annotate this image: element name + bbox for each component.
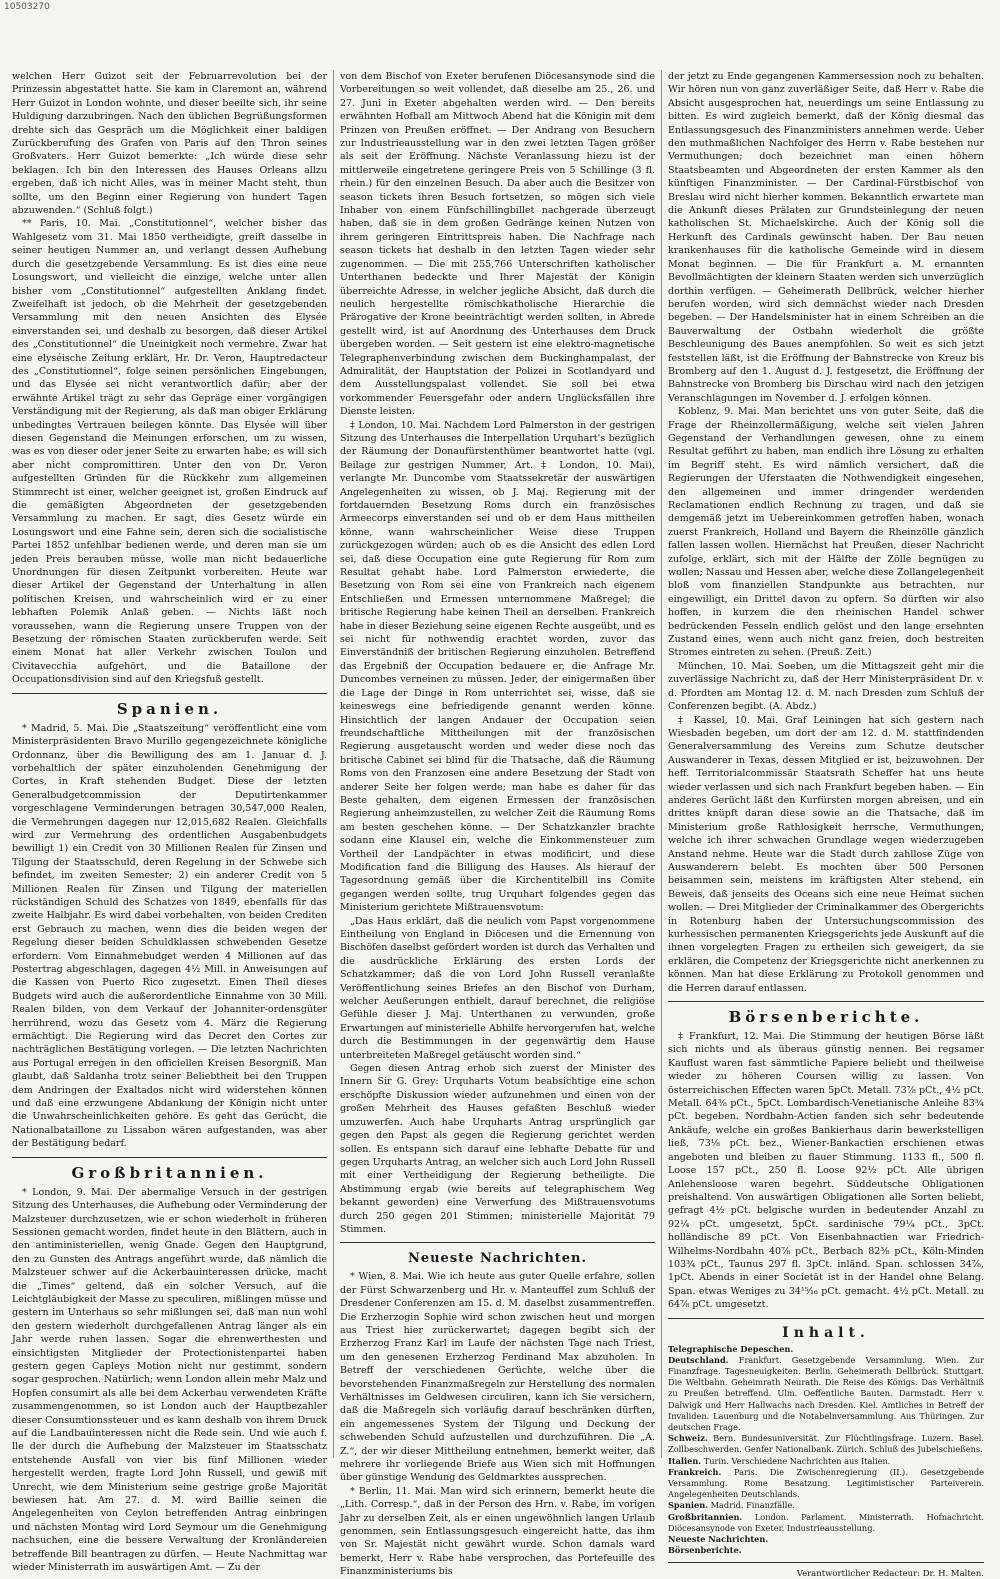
article-debate: Gegen diesen Antrag erhob sich zuerst der Minister des Innern Sir G. Grey: Urquharts Votum beabsichtige eine schon erschöpfte Diskussion wieder aufzunehmen und einen von der großen Mehrheit des Hauses gefaßten Beschluß wieder umzuwerfen. Auch habe Urquharts Antrag ursprünglich gar gegen den Papst als gegen die Regierung gerichtet werden sollen. Es entspann sich darauf eine lebhafte Debatte für und gegen Urquharts Antrag, an welcher sich auch Lord John Russell mit einer Vertheidigung der Regierung betheiligte. Die Abstimmung ergab (wie bereits auf telegraphischem Weg bekannt geworden) eine Verwerfung des Mißtrauensvotums durch 250 gegen 201 Stimmen; ministerielle Majorität 79 Stimmen. [340, 1063, 655, 1235]
article-london: * London, 9. Mai. Der abermalige Versuch in der gestrigen Sitzung des Unterhauses, die Aufhebung oder Verminderung der Malzsteuer durchzusetzen, wie er schon wiederholt in früheren Sessionen gemacht worden, findet heute in den Blättern, auch in den antiministeriellen, wenig Gnade. Gegen den Hauptgrund, den zu Gunsten des Antrags angeführt wurde, daß nämlich die Malzsteuer schwer auf die Ackerbauinteressen drücke, macht die „Times“ geltend, daß ein solcher Versuch, auf die Leichtgläubigkeit der Masse zu speculiren, mißlingen müsse und gestern im Unterhaus so sehr mißlungen sei, daß man nun wohl den gestern wiederholt durchgefallenen Antrag länger als ein Jahr werde ruhen lassen. Sogar die ehrenwerthesten und einsichtigsten Mitglieder der Protectionistenpartei haben gestern gegen Capleys Motion nicht nur gestimmt, sondern sogar gesprochen. Natürlich; wenn London allein mehr Malz und Hopfen consumirt als alle bei dem Ackerbau verwendeten Kräfte zusammengenommen, so ist London auch der Hauptbezahler dieser Consumtionssteuer und es kann deshalb von ihrem Druck auf die Landbauinteressen nicht die Rede sein. Und wie auch f. lle der durch die Aufhebung der Malzsteuer im Staatsschatz entstehende Ausfall von vier bis fünf Millionen wieder hergestellt werden, fragte Lord John Russell, und gewiß mit Unrecht, wie dem Ministerium seine gestrige große Majorität bewiesen hat. Am 27. d. M. wird Baillie seinen die Angelegenheiten von Ceylon betreffenden Antrag einbringen und nächsten Montag wird Lord Seymour um die Genehmigung nachsuchen, eine die bessere Verwaltung der Kronländereien betreffende Bill beantragen zu dürfen. — Heute Nachmittag war wieder Ministerrath im auswärtigen Amt. — Zu der [12, 1186, 327, 1574]
contents-item: Großbritannien. London. Parlament. Ministerrath. Hofnachricht. Diöcesansynode von Exeter. Industrieausstellung. [668, 1511, 984, 1533]
divider [668, 1318, 984, 1319]
article-munich: München, 10. Mai. Soeben, um die Mittagszeit geht mir die zuverlässige Nachricht zu, daß der Herr Ministerpräsident Dr. v. d. Pfordten am Montag 12. d. M. nach Dresden zum Schluß der Conferenzen begibt. (A. Abdz.) [668, 660, 984, 713]
divider [668, 1001, 984, 1002]
contents-item: Börsenberichte. [668, 1545, 742, 1556]
contents-item: Neueste Nachrichten. [668, 1534, 769, 1545]
article-vienna: * Wien, 8. Mai. Wie ich heute aus guter Quelle erfahre, sollen der Fürst Schwarzenberg und Hr. v. Manteuffel zum Schluß der Dresdener Conferenzen am 15. d. M. daselbst zusammentreffen. Die Erzherzogin Sophie wird schon zwischen heut und morgen aus Triest hier zurückerwartet; dagegen begibt sich der Erzherzog Franz Karl im Laufe der nächsten Tage nach Triest, um den genesenen Erzherzog Ferdinand Max abzuholen. In Betreff der verschiedenen Gerüchte, welche über die bevorstehenden Finanzmaßregeln zur Herstellung des normalen Verhältnisses im Geldwesen circuliren, kann ich Sie versichern, daß die Maßregeln sich vorläufig darauf beschränken dürften, ein angemessenes System der Tilgung und Deckung der schwebenden Schuld aufzustellen und durchzuführen. Die „A. Z.“, der wir dieser Mittheilung entnehmen, bemerkt weiter, daß mehrere ihr vorliegende Briefe aus Wien sich mit Hoffnungen über günstige Wendung des Geldmarktes aussprechen. [340, 1271, 655, 1484]
responsible-editor: Verantwortlicher Redacteur: Dr. H. Malten. [796, 1569, 984, 1579]
section-heading-latest-news: Neueste Nachrichten. [407, 1251, 588, 1267]
column-right [662, 70, 990, 1579]
article-paris: ** Paris, 10. Mai. „Constitutionnel“, welcher bisher das Wahlgesetz vom 31. Mai 1850 vertheidigte, greift dasselbe in seiner heutigen Nummer an, und verlangt dessen Aufhebung durch die gesetzgebende Versammlung. Es ist dies eine neue Losungswort, und vielleicht die einzige, welche unter allen bisher vom „Constitutionnel“ aufgestellten Anklang findet. Zweifelhaft ist jedoch, ob die Mehrheit der gesetzgebenden Versammlung mit den neuen Ansichten des Elysée einverstanden sei, und deshalb zu besorgen, daß dieser Artikel des „Constitutionnel“ die Uneinigkeit noch vermehre. Zwar hat eine elyséische Zeitung erklärt, Hr. Dr. Veron, Hauptredacteur des „Constitutionnel“, folge seinen persönlichen Eingebungen, und das Elysée sei nicht verantwortlich dafür; aber der erwähnte Artikel trägt zu sehr das Gepräge einer vorgängigen Verständigung mit der Regierung, als daß man obiger Erklärung unbedingtes Vertrauen beilegen könnte. Das Elysée will über diesen Gegenstand die Meinungen erforschen, um zu wissen, was es von dieser oder jener Seite zu erwarten habe; es will sich aber nicht compromittiren. Unter den von Dr. Veron aufgestellten Gründen für die Rückkehr zum allgemeinen Stimmrecht ist einer, welcher geeignet ist, großen Eindruck auf die gemäßigten Abgeordneten der gesetzgebenden Versammlung zu machen. Er sagt, dies Gesetz würde ein Losungswort und eine Fahne sein, deren sich die socialistische Partei 1852 unfehlbar bedienen werde, und deren man sie um jeden Preis berauben müsse, wolle man nicht bedauerliche Unordnungen für diesen Zeitpunkt vorbereiten. Heute war dieser Artikel der Gegenstand der Unterhaltung in allen politischen Kreisen, und wahrscheinlich wird er zu einer lebhaften Polemik Anlaß geben. — Nichts läßt noch voraussehen, wann die Regierung unsere Truppen von der Besetzung der römischen Staaten zurückberufen werde. Seit einem Monat hat aller Verkehr zwischen Toulon und Civitavecchia aufgehört, und die Bataillone der Occupationsdivision sind auf den Kriegsfuß gestellt. [12, 218, 327, 686]
article-paragraph: der jetzt zu Ende gegangenen Kammersession noch zu behalten. Wir hören nun von ganz zuverläßiger Seite, daß Herr v. Rabe die Absicht ausgesprochen hat, neuerdings um seine Entlassung zu bitten. Es wird zugleich bemerkt, daß der König diesmal das Entlassungsgesuch des Finanzministers annehmen werde. Ueber den muthmaßlichen Nachfolger des Herrn v. Rabe bestehen nur Vermuthungen; doch bezeichnet man einen höhern Staatsbeamten und Abgeordneten der ersten Kammer als den künftigen Finanzminister. — Der Cardinal-Fürstbischof von Breslau wird nicht hierher kommen. Bekanntlich erwartete man die Ankunft dieses Prälaten zur Grundsteinlegung der neuen katholischen St. Michaelskirche. Auch der König soll die Herkunft des Cardinals gewünscht haben. Der Bau neuen krankenhauses für die katholische Gemeinde wird in diesem Monat beginnen. — Die für Frankfurt a. M. ernannten Bevollmächtigten der kleinern Staaten werden sich unverzüglich dorthin verfügen. — Geheimerath Dellbrück, welcher hierher berufen worden, wird sich demnächst wieder nach Dresden begeben. — Der Handelsminister hat in einem Schreiben an die Bauverwaltung der Ostbahn wiederholt die größte Beschleunigung des Baues anempfohlen. So weit es sich jetzt feststellen läßt, ist die Eröffnung der Bahnstrecke von Kreuz bis Bromberg auf den 1. August d. J. festgesetzt, die Eröffnung der Bahnstrecke von Bromberg bis Dirschau wird nach den jetzigen Veranschlagungen im November d. J. erfolgen können. [668, 71, 984, 404]
contents-item: Telegraphische Depeschen. [668, 1343, 794, 1354]
contents-item: Italien. Turin. Verschiedene Nachrichten aus Italien. [668, 1455, 891, 1466]
article-madrid: * Madrid, 5. Mai. Die „Staatszeitung“ veröffentlicht eine vom Ministerpräsidenten Bravo Murillo gegengezeichnete königliche Ordonnanz, über die Bewilligung des am 1. Januar d. J. vorbehaltlich der später einzuholenden Genehmigung der Cortes, in Kraft stehenden Budget. Diese der letzten Generalbudgetcommission der Deputirtenkammer vorgeschlagene Verminderungen betragen 30,547,000 Realen, die Vermehrungen dagegen nur 12,015,682 Realen. Gleichfalls wird zur Vermehrung des ordentlichen Ausgabenbudgets bewilligt 1) ein Credit von 30 Millionen Realen für Zinsen und Tilgung der Staatsschuld, deren Regelung in der Schwebe sich befindet, im zweiten Semester; 2) ein anderer Credit von 5 Millionen Realen für Zinsen und Tilgung der materiellen rückständigen Schuld des Schatzes von 1849, ebenfalls für das zweite Halbjahr. Es wird dabei vorbehalten, von beiden Crediten erst Gebrauch zu machen, wenn dies die beiden wegen der Regelung dieser beiden Schuldklassen schwebenden Gesetze erfordern. Vom Einnahmebudget werden 4 Millionen auf das Postertrag abgeschlagen, dagegen 4½ Mill. in Anweisungen auf die Kassen von Puerto Rico zugesetzt. Einen Theil dieses Budgets wird auch die außerordentliche Einnahme von 30 Mill. Realen bilden, von dem Verkauf der Johanniter-ordensgüter herrührend, wozu das Gesetz vom 4. März die Regierung ermächtigt. Die Regierung wird das Decret den Cortes zur nachträglichen Bestätigung vorlegen. — Die letzten Nachrichten aus Portugal erregen in den officiellen Kreisen Besorgniß. Man glaubt, daß Saldanha trotz seiner Beliebtheit bei den Truppen dem Andringen der Exaltados nicht wird widerstehen können und daß eine erzwungene Abdankung der Königin nicht unter die Unwahrscheinlichkeiten gehöre. Es geht das Gerücht, die Nationalbataillone zu Lissabon wären aufgestanden, was aber der Bestätigung bedarf. [12, 722, 327, 1150]
contents-item: Deutschland. Frankfurt. Gesetzgebende Versammlung. Wien. Zur Finanzfrage. Tagesneuigkeiten. Berlin. Geheimerath Dellbrück. Stuttgart. Die Weltbahn. Geheimrath Neurath. Die Reise des Königs. Das Verhältniß zu Preußen betreffend. Ulm. Oeffentliche Bauten. Darmstadt. Herr v. Dalwigk und Herr Hallwachs nach Dresden. Kiel. Amtliches in Betreff der Invaliden. Lauenburg und die Notabelnversammlung. Aus Thüringen. Zur deutschen Frage. [668, 1354, 985, 1432]
article-london-2: ‡ London, 10. Mai. Nachdem Lord Palmerston in der gestrigen Sitzung des Unterhauses die Interpellation Urquhart's bezüglich der Räumung der Donaufürstenthümer beantwortet hatte (vgl. Beilage zur gestrigen Nummer, Art. ‡ London, 10. Mai), verlangte Mr. Duncombe vom Staatssekretär der auswärtigen Angelegenheiten zu wissen, ob J. Maj. Regierung mit der fortdauernden Besetzung Roms durch ein französisches Armeecorps einverstanden sei und ob er dem Haus mittheilen könne, wann wahrscheinlicher Weise diese Truppen zurückgezogen würden; auch ob es die Ansicht des edlen Lord sei, daß diese Occupation eine gute Regierung für Rom zum Resultat gehabt habe. Lord Palmerston erwiederte, die Besetzung von Rom sei eine von Frankreich nach eigenem Entschließen und Ermessen unternommene Maßregel; die britische Regierung habe keinen Theil an derselben. Frankreich habe in dieser Beziehung seine eigenen Rechte ausgeübt, und es sei nicht für nothwendig erachtet worden, zuvor das Einverständniß der britischen Regierung einzuholen. Betreffend das Ergebniß der Occupation bedauere er, die Anfrage Mr. Duncombes verneinen zu müssen. Jeder, der einigermaßen über die Lage der Dinge in Rom unterrichtet sei, wisse, daß sie keineswegs eine befriedigende genannt werden könne. Hinsichtlich der langen Andauer der Occupation seien freundschaftliche Mittheilungen mit der französischen Regierung ausgetauscht worden und weder diese noch das britische Cabinet sei blind für die Thatsache, daß die Räumung Roms von den Franzosen eine andere Besetzung der Stadt von anderer Seite her folgen werde; man habe es daher für das Beste gehalten, dem eigenen Ermessen der französischen Regierung anheimzustellen, zu welcher Zeit die Räumung Roms am besten geschehen könne. — Der Schatzkanzler brachte sodann eine Klausel ein, welche die Einkommensteuer zum Vortheil der Landpächter in etwas modificirt, und diese Modification fand die Billigung des Hauses. Als hierauf der Tagesordnung gemäß über die Kirchentitelbill ins Comite gegangen werden sollte, trug Urquhart folgendes gegen das Ministerium gerichtete Mißtrauensvotum: [340, 419, 655, 914]
section-heading-stock-reports: Börsenberichte. [728, 1008, 924, 1027]
article-kassel: ‡ Kassel, 10. Mai. Graf Leiningen hat sich gestern nach Wiesbaden begeben, um dort der am 12. d. M. stattfindenden Generalversammlung des Vereins zum Schutze deutscher Auswanderer in Texas, dessen Mitglied er ist, beizuwohnen. Der heff. Territorialcommissär Staatsrath Scheffer hat uns heute wieder verlassen und sich nach Frankfurt begeben haben. — Ein anderes Gerücht läßt den Kurfürsten morgen abreisen, und ein drittes knüpft daran diese sowie an die Thatsache, daß im Ministerium große Rathlosigkeit herrsche, Vermuthungen, welche ich ihrer schwachen Grundlage wegen wiederzugeben Anstand nehme. Heute war die Stadt durch zahllose Züge von Auswanderern belebt. Es mochten über 500 Personen beisammen sein, meistens im kräftigsten Alter stehend, ein Beweis, daß jenseits des Oceans sich eine neue Heimat suchen wollen. — Drei Mitglieder der Criminalkammer des Obergerichts in Rotenburg haben der Untersuchungscommission des kurhessischen permanenten Kriegsgerichts jede Auskunft auf die ihnen vorgelegten Fragen zu ertheilen sich geweigert, da sie erklären, die Competenz der Kriegsgerichte nicht anerkennen zu können. Man hat diese Erklärung zu Protokoll genommen und die Herren darauf entlassen. [668, 714, 984, 994]
article-paragraph: welchen Herr Guizot seit der Februarrevolution bei der Prinzessin abgestattet hatte. Sie kam in Claremont an, während Herr Guizot in London wohnte, und dieser beeilte sich, ihr seine Huldigung darzubringen. Nach den üblichen Begrüßungsformen drehte sich das Gespräch um die Möglichkeit einer baldigen Zurückberufung des Grafen von Paris auf den Thron seines Großvaters. Herr Guizot bemerkte: „Ich würde diese sehr beklagen. Ich bin den Interessen des Hauses Orleans allzu ergeben, daß ich nicht Alles, was in meiner Macht steht, thun sollte, um den Beginn einer Regierung von hundert Tagen abzuwenden.“ (Schluß folgt.) [12, 71, 327, 217]
newspaper-columns [6, 70, 990, 1579]
contents-item: Spanien. Madrid. Finanzfälle. [668, 1500, 795, 1511]
contents-item: Frankreich. Paris. Die Zwischenregierung (II.). Gesetzgebende Versammlung. Rome Besatzung. Legitimistischer Parteiverein. Angelegenheiten Deutschlands. [668, 1466, 984, 1500]
contents-title: Inhalt. [782, 1324, 870, 1341]
page-id: 10503270 [4, 2, 50, 12]
contents-list [668, 1344, 984, 1557]
column-left [6, 70, 334, 1574]
divider [12, 1157, 327, 1158]
section-heading-great-britain: Großbritannien. [71, 1163, 268, 1182]
article-frankfurt-exchange: ‡ Frankfurt, 12. Mai. Die Stimmung der heutigen Börse läßt sich nichts und als überaus günstig nennen. Bei regsamer Kauflust waren fast sämmtliche Papiere beliebt und theilweise wieder zu höheren Coursen willig zu lassen. Von österreichischen Effecten waren 5pCt. Metall. 73⅞ pCt., 4½ pCt. Metall. 64⅜ pCt., 5pCt. Lombardisch-Venetianische Anleihe 83¾ pCt. begeben. Nordbahn-Actien fanden sich sehr bedeutende Ankäufe, welche ein großes Bankierhaus darin bewerkstelligen ließ, 73⅛ pCt. bez., Wiener-Bankactien erschienen etwas angeboten und bleiben zu flauer Stimmung. 1133 fl., 500 fl. Loose 157 pCt., 250 fl. Loose 92½ pCt. Alle übrigen Anlehensloose waren begehrt. Süddeutsche Obligationen preishaltend. Von auswärtigen Obligationen alle Sorten beliebt, gefragt 4½ pCt. belgische wurden in bedeutender Anzahl zu 92¼ pCt. umgesetzt, 5pCt. sardinische 79¼ pCt., 3pCt. holländische 89 pCt. Von Eisenbahnactien war Friedrich-Wilhelms-Nordbahn 40⅞ pCt., Berbach 82⅜ pCt., Köln-Minden 103¾ pCt., Taunus 297 fl. 3pCt. inländ. Span. schlossen 34⅞, 1pCt. Abends in einer Societät ist in der Handel ohne Belang. Span. etwas Weniges zu 34¹⁵⁄₁₆ pCt. gemacht. 4½ pCt. Metall. zu 64⅞ pCt. umgesetzt. [668, 1031, 984, 1311]
article-motion-quote: „Das Haus erklärt, daß die neulich vom Papst vorgenommene Eintheilung von England in Diöcesen und die Ernennung von Bischöfen daselbst gefördert worden ist durch das Verhalten und die ausdrückliche Erklärung des ersten Lords der Schatzkammer; daß die von Lord John Russell veranlaßte Veröffentlichung seines Briefes an den Bischof von Durham, welcher Aeußerungen enthielt, darauf berechnet, die religiöse Gefühle dieser J. Maj. Unterthanen zu verwunden, große Erwartungen auf ministerielle Abhilfe hervorgerufen hat, welche durch die Bestimmungen in der gegenwärtig dem Hause unterbreiteten Maßregel getäuscht worden sind.“ [340, 915, 655, 1061]
divider [668, 1562, 984, 1563]
article-berlin: * Berlin, 11. Mai. Man wird sich erinnern, bemerkt heute die „Lith. Corresp.“, daß in der Person des Hrn. v. Rabe, im vorigen Jahr zu derselben Zeit, als er einen ungewöhnlich langen Urlaub genommen, sein Entlassungsgesuch eingereicht hatte, das ihm von Sr. Majestät nicht gewährt wurde. Schon damals ward bemerkt, Herr v. Rabe habe versprochen, das Portefeuille des Finanzministeriums bis [340, 1485, 655, 1578]
column-middle [334, 70, 662, 1578]
divider [12, 693, 327, 694]
divider [340, 1242, 655, 1243]
contents-item: Schweiz. Bern. Bundesuniversität. Zur Flüchtlingsfrage. Luzern. Basel. Zollbeschwerden. Genfer Nationalbank. Zürich. Schluß des Jubelschießens. [668, 1433, 985, 1455]
section-heading-spain: Spanien. [116, 699, 223, 718]
article-koblenz: Koblenz, 9. Mai. Man berichtet uns von guter Seite, daß die Frage der Rheinzollermäßigung, welche seit vielen Jahren Gegenstand der Verhandlungen gewesen, ohne zu einem Resultat geführt zu haben, man endlich ihre Lösung zu erhalten im Begriff steht. Es wird nämlich versichert, daß die Regierungen der Uferstaaten die Nothwendigkeit eingesehen, den allgemeinen und immer dringender werdenden Reclamationen endlich Rechnung zu tragen, und daß sie demgemäß jetzt im Uebereinkommen getroffen haben, wonach zuerst Frankreich, Holland und Bayern die Rheinzölle gänzlich fallen lassen wollen. Hiernächst hat Preußen, dieser Nachricht zufolge, erklärt, sich mit der Hälfte der Zölle begnügen zu wollen; Nassau und Hessen aber, welche diese Zollangelegenheit bloß vom finanziellen Standpunkte aus betrachten, nur eingewilligt, ein Drittel davon zu opfern. So dürften wir also hoffen, in kurzem die den rheinischen Handel schwer bedrückenden Fesseln endlich gelöst und den lange ersehnten Zustand eines, wenn auch nicht ganz freien, doch bestreiten Stromes eintreten zu sehen. (Preuß. Zeit.) [668, 406, 984, 659]
article-paragraph: von dem Bischof von Exeter berufenen Diöcesansynode sind die Vorbereitungen so weit vollendet, daß dieselbe am 25., 26. und 27. Juni in Exeter abgehalten werden wird. — Den bereits erwähnten Hofball am Mittwoch Abend hat die Königin mit dem Prinzen von Preußen eröffnet. — Der Andrang von Besuchern zur Industrieausstellung war in den zwei letzten Tagen größer als seit der Eröffnung. Nächste Veranlassung hiezu ist der mittlerweile eingetretene geringere Preis von 5 Schillinge (3 fl. rhein.) für den einzelnen Besuch. Da aber auch die Besitzer von season tickets ihren Besuch fortsetzen, so mögen sich viele Inhaber von einem Fünfschillingbillet nachgerade überzeugt haben, daß sie in dem großen Gedränge keinen Nutzen von ihrem geringeren Eintrittspreis haben. Die Nachfrage nach season tickets hat deshalb in den letzten Tagen wieder sehr zugenommen. — Die mit 255,766 Unterschriften katholischer Unterthanen bedeckte und Ihrer Majestät der Königin überreichte Adresse, in welcher jegliche Absicht, daß durch die neulich hergestellte römischkatholische Hierarchie die Prärogative der Krone beeinträchtigt werden sollten, in Abrede gestellt wird, ist auf Anordnung des Unterhauses dem Druck übergeben worden. — Seit gestern ist eine elektro-magnetische Telegraphenverbindung zwischen dem Buckinghampalast, der Admiralität, der Hauptstation der Polizei in Scotlandyard und dem Ausstellungspalast vollendet. Sie soll bei etwa vorkommender Feuersgefahr oder andern Unglücksfällen ihre Dienste leisten. [340, 71, 655, 418]
